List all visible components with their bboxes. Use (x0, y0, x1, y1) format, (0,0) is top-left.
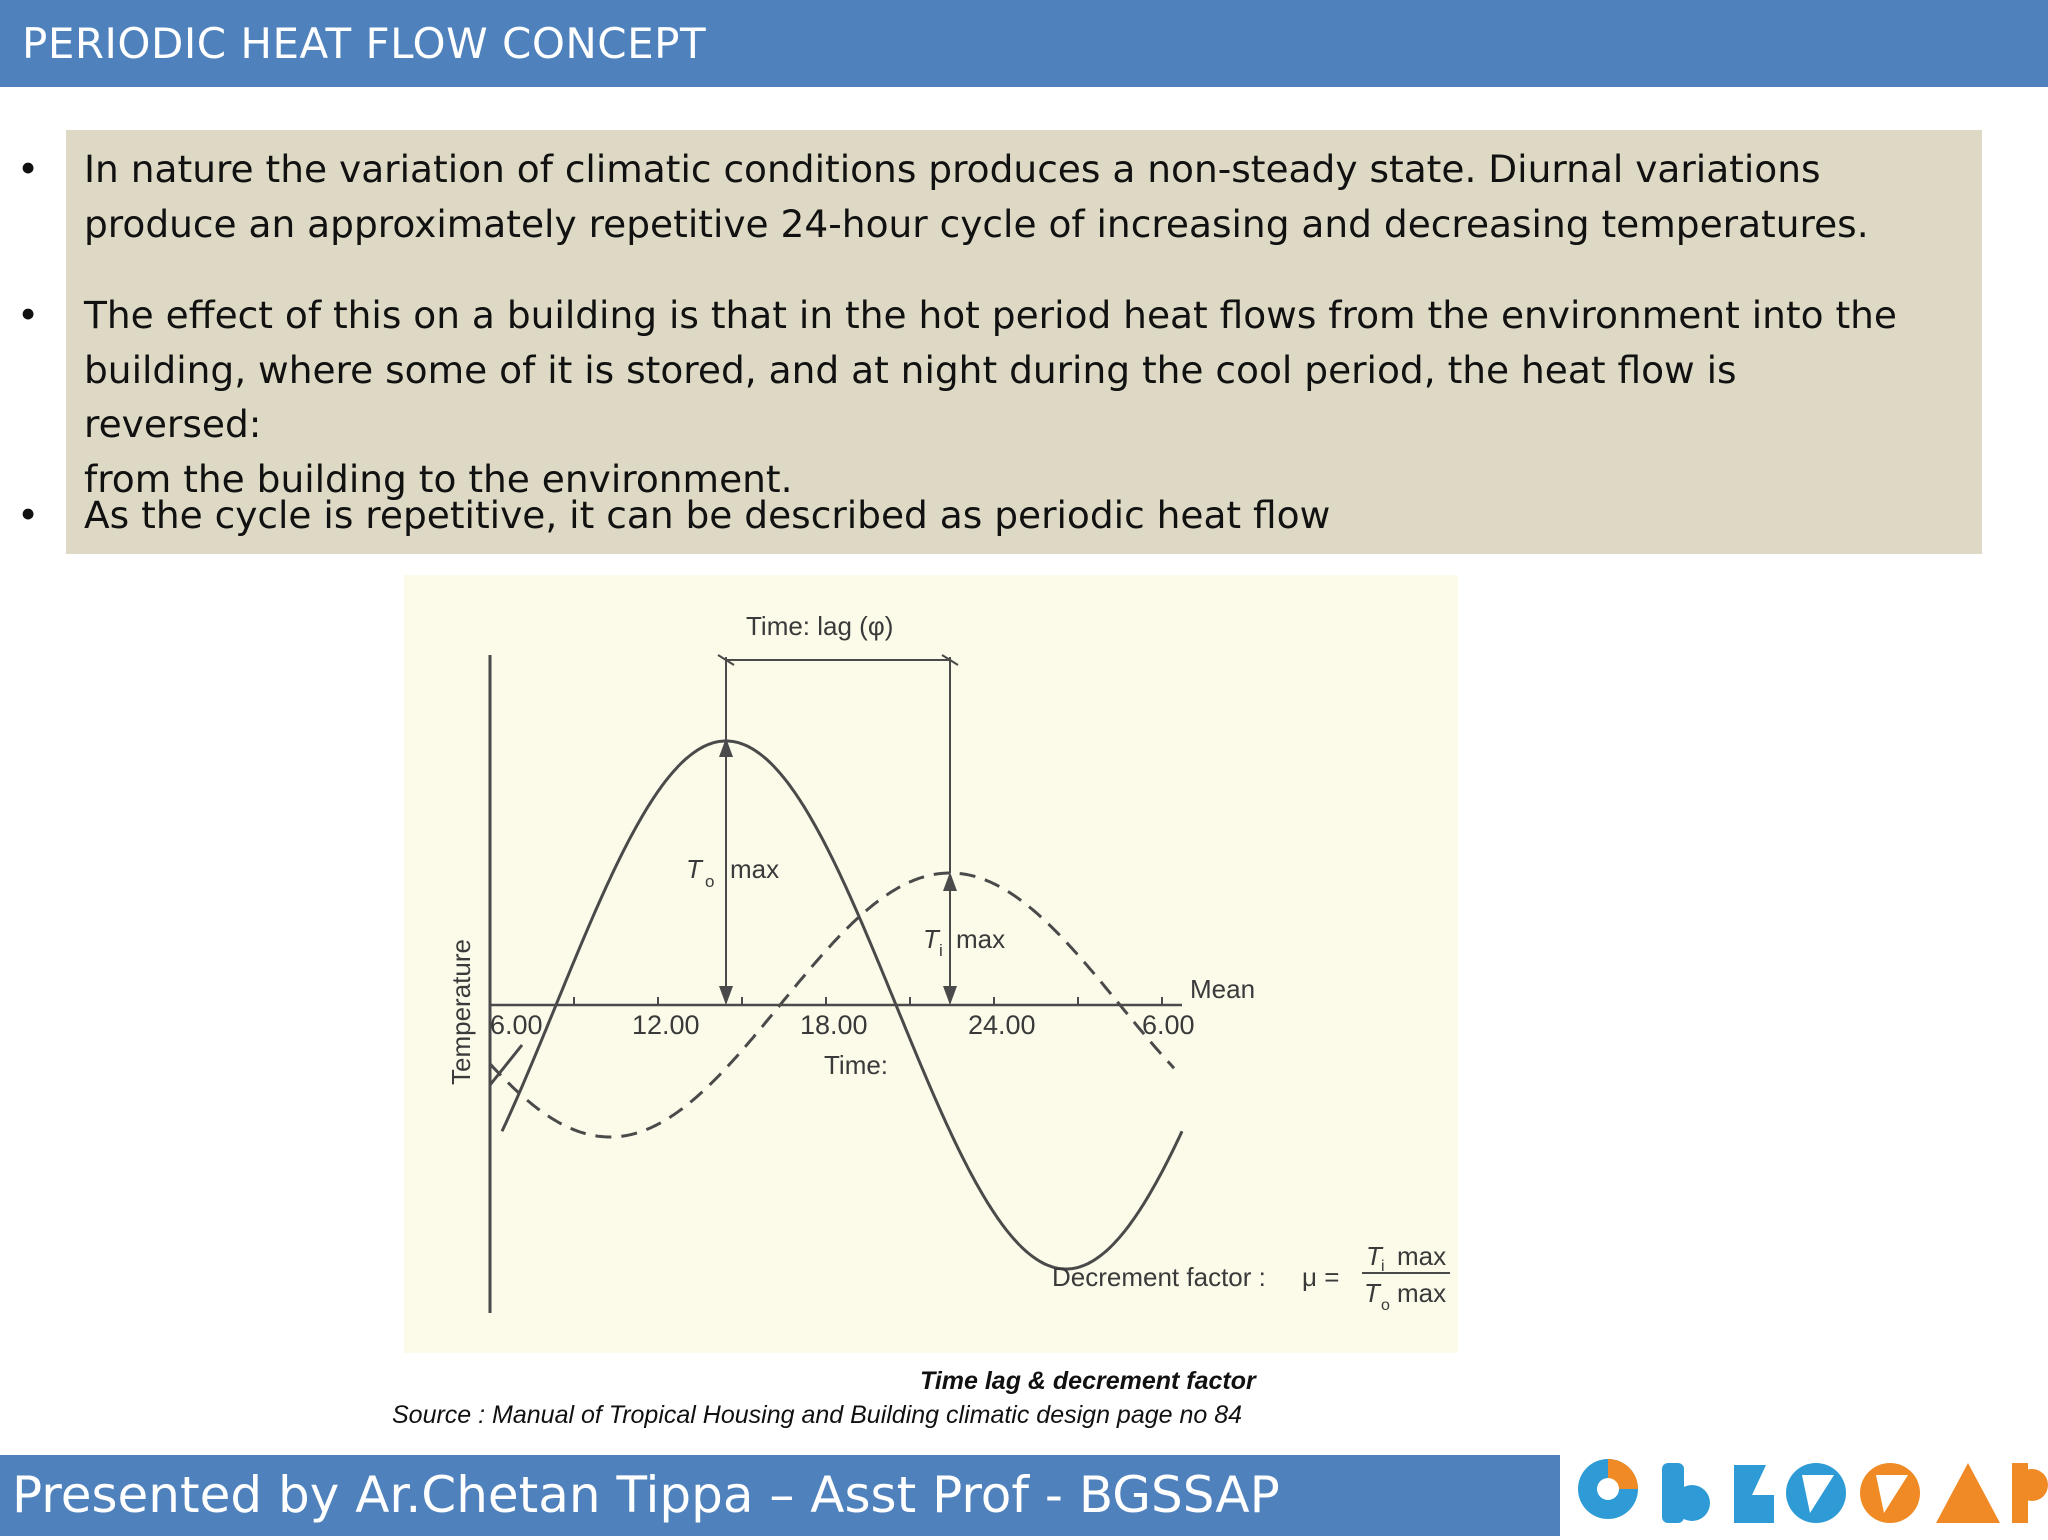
bullet-line: In nature the variation of climatic conditions produces a non-steady state. Diurnal variations (84, 147, 1821, 191)
tick-label: 6.00 (490, 1010, 543, 1040)
fraction-den-subscript: o (1381, 1297, 1390, 1314)
x-axis-label: Time: (824, 1050, 889, 1080)
title-bar (0, 0, 2048, 87)
bullet-line: The effect of this on a building is that in the hot period heat flows from the environment into the (84, 293, 1898, 337)
ti-max-symbol: T (923, 924, 939, 954)
bullet-text (84, 288, 1898, 506)
logo-letters-icon (1662, 1463, 2048, 1523)
ti-max-subscript: i (939, 941, 943, 960)
decrement-factor-label: Decrement factor : (1052, 1262, 1266, 1292)
bullet-dot: • (17, 293, 40, 337)
slide-title: PERIODIC HEAT FLOW CONCEPT (22, 19, 707, 68)
mean-label: Mean (1190, 974, 1256, 1004)
logo-emblem-icon (1578, 1459, 1638, 1519)
ti-max-label: max (956, 924, 1006, 954)
fraction-den-label: max (1397, 1278, 1447, 1308)
time-lag-label: Time: lag (φ) (746, 611, 894, 641)
to-max-subscript: o (705, 872, 715, 891)
tick-label: 24.00 (968, 1010, 1036, 1040)
tick-label: 18.00 (800, 1010, 868, 1040)
bullet-line: produce an approximately repetitive 24-hour cycle of increasing and decreasing temperatures. (84, 201, 1869, 246)
presenter-credit: Presented by Ar.Chetan Tippa – Asst Prof - BGSSAP (12, 1466, 1280, 1524)
outside-curve-lead (490, 1045, 522, 1085)
bullet-dot: • (17, 493, 40, 537)
y-axis-label: Temperature (446, 939, 476, 1085)
diagram-svg (404, 575, 1458, 1353)
footer-bar (0, 1455, 1560, 1536)
source-citation: Source : Manual of Tropical Housing and Building climatic design page no 84 (392, 1401, 1243, 1429)
periodic-heat-flow-diagram (404, 575, 1458, 1353)
bullet-line: from the building to the environment. (84, 456, 793, 501)
fraction-num-symbol: T (1366, 1241, 1382, 1271)
figure-caption: Time lag & decrement factor (920, 1367, 1256, 1395)
bullet-line: As the cycle is repetitive, it can be described as periodic heat flow (84, 493, 1331, 537)
bullet-dot: • (17, 147, 40, 191)
bgssap-logo (1566, 1455, 2048, 1536)
mu-symbol: μ = (1302, 1262, 1340, 1292)
tick-label: 6.00 (1142, 1010, 1195, 1040)
bullet-line: building, where some of it is stored, and at night during the cool period, the heat flow is reversed: (84, 347, 1737, 446)
to-max-label: max (730, 854, 780, 884)
bullet-text (84, 142, 1898, 251)
ti-max-arrow (943, 872, 957, 1005)
fraction-num-subscript: i (1381, 1258, 1385, 1275)
time-lag-bracket (718, 655, 958, 873)
fraction-den-symbol: T (1364, 1278, 1380, 1308)
fraction-num-label: max (1397, 1241, 1447, 1271)
tick-label: 12.00 (632, 1010, 700, 1040)
bullet-text (84, 488, 1898, 543)
to-max-symbol: T (686, 854, 702, 884)
